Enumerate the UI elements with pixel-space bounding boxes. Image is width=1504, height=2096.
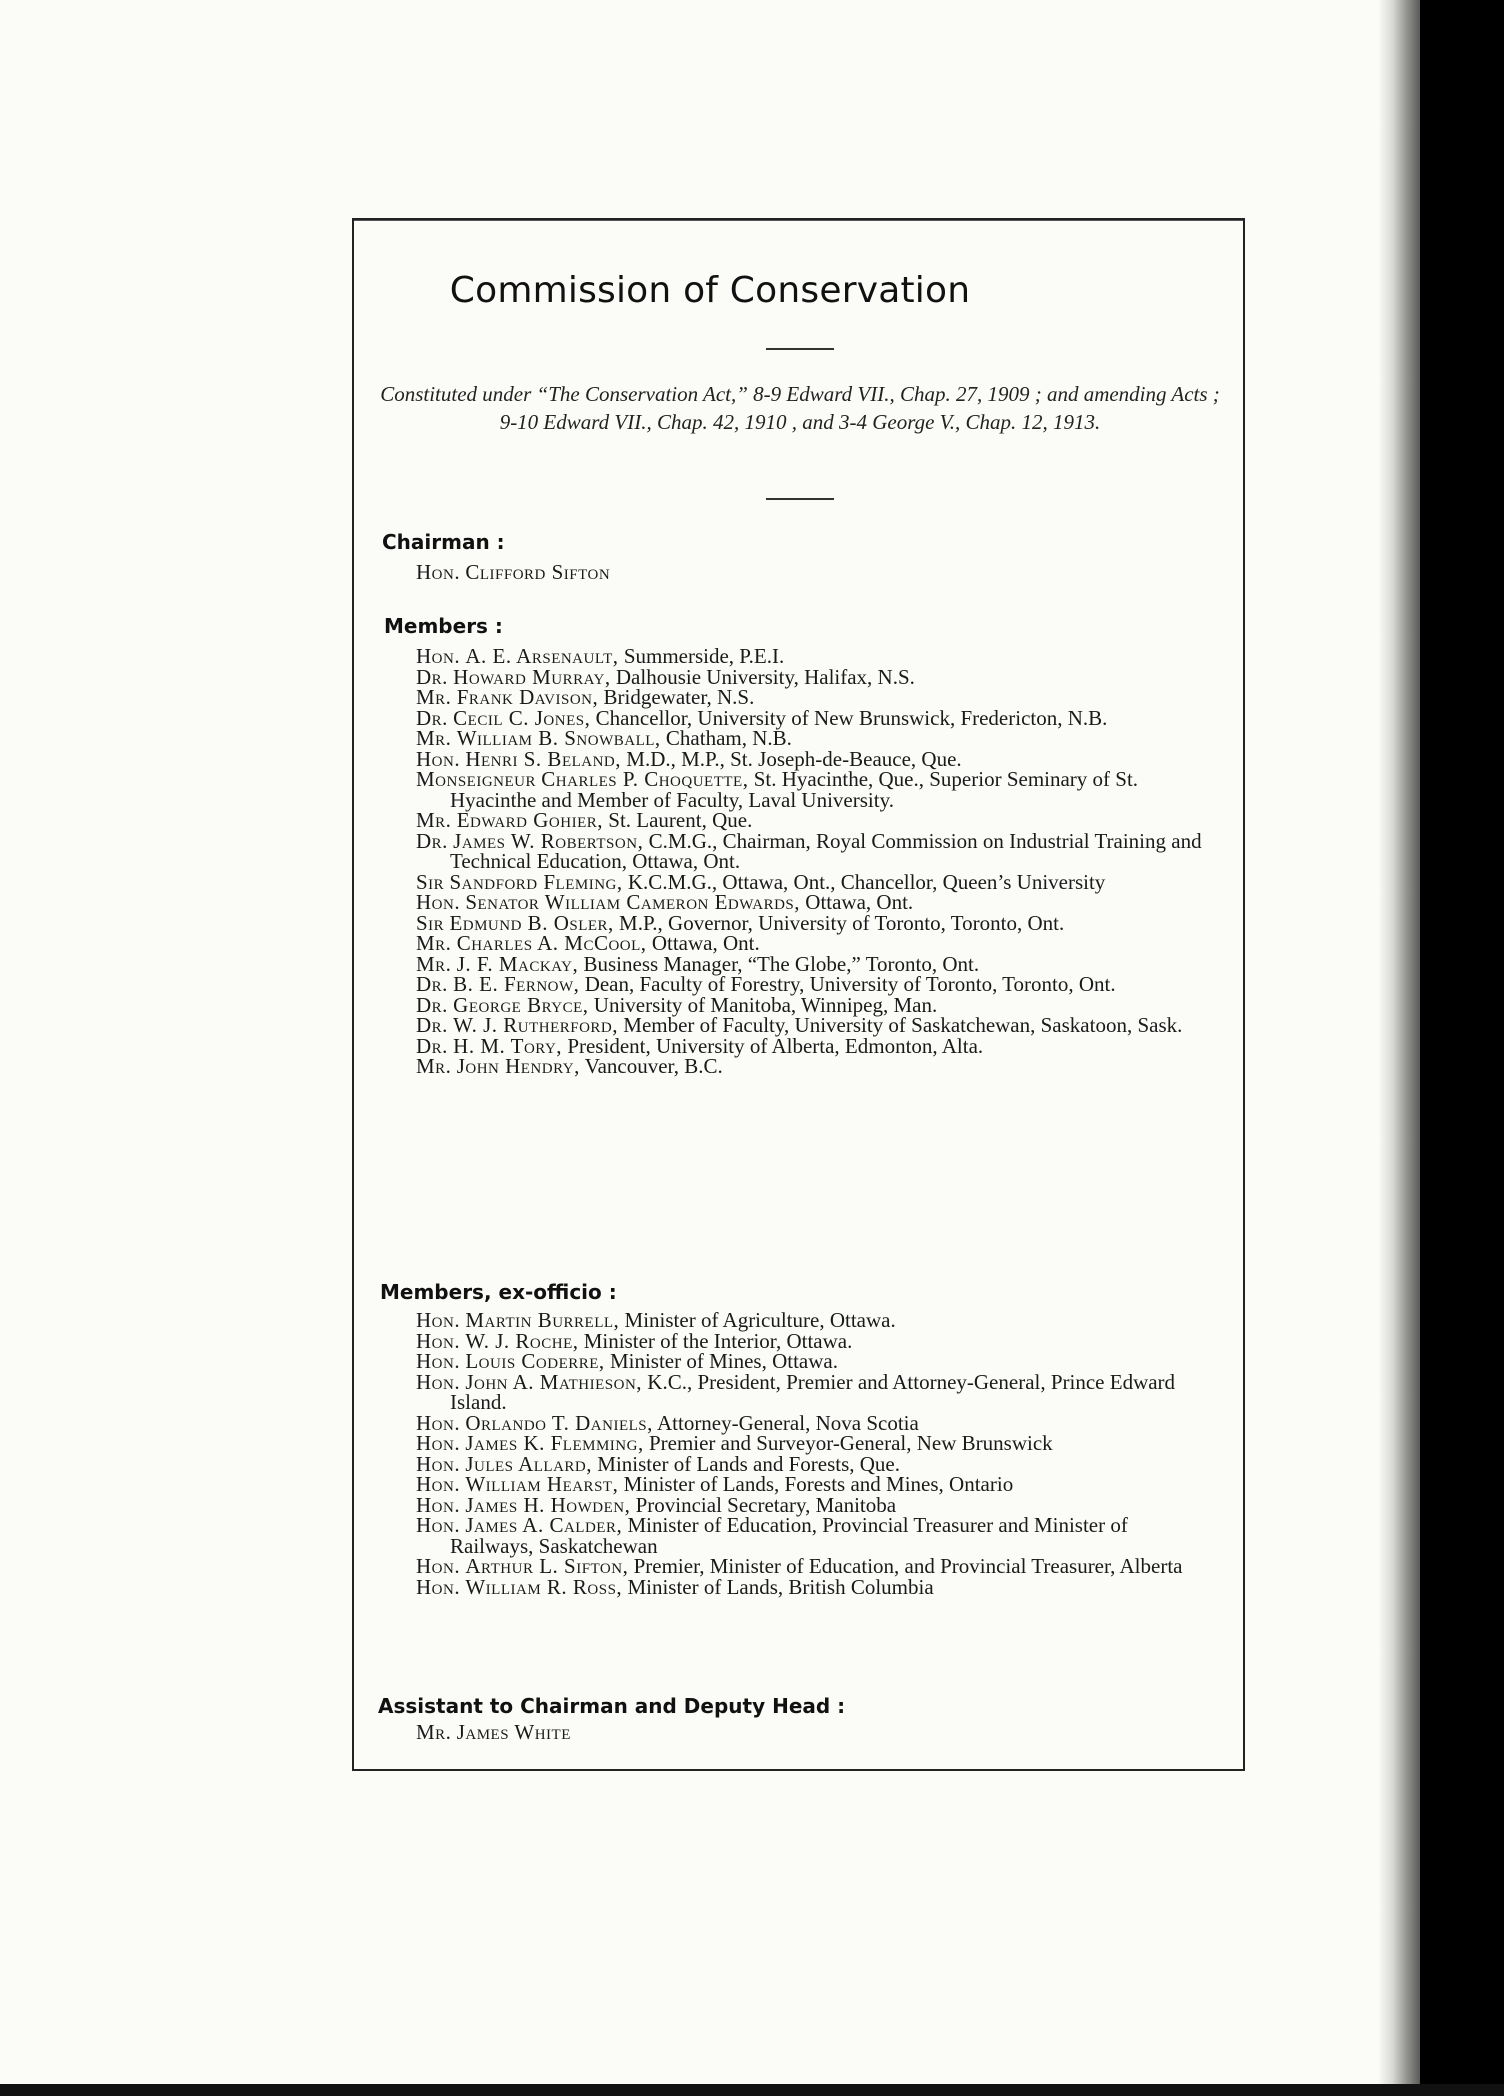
member-entry-details: Dalhousie University, Halifax, N.S. — [610, 664, 915, 689]
ex-officio-entry-details: K.C., President, Premier and Attorney-General, Prince Edward Island. — [450, 1369, 1176, 1414]
member-entry-name: William B. Snowball, — [456, 726, 661, 750]
page-bottom-edge — [0, 2084, 1504, 2096]
member-entry-details: Chancellor, University of New Brunswick, Fredericton, N.B. — [590, 705, 1108, 730]
member-entry — [416, 1056, 1216, 1077]
member-entry-details: St. Laurent, Que. — [603, 808, 753, 832]
member-entry-title: Mr. — [416, 931, 452, 955]
ex-officio-entry-name: Arthur L. Sifton, — [465, 1554, 629, 1578]
ex-officio-entry-details: Minister of Lands and Forests, Que. — [592, 1451, 900, 1476]
member-entry — [416, 869, 1216, 894]
ex-officio-entry — [416, 1310, 1216, 1331]
member-entry-title: Sir — [416, 910, 445, 935]
member-entry-name: Charles P. Choquette, — [541, 767, 749, 791]
member-entry-name: J. F. Mackay, — [456, 951, 579, 976]
member-entry — [416, 910, 1216, 935]
member-entry-name: Edward Gohier, — [456, 808, 604, 832]
ex-officio-entry-details: Minister of Lands, British Columbia — [622, 1574, 934, 1599]
ex-officio-entry — [416, 1351, 1216, 1372]
member-entry-title: Mr. — [416, 808, 452, 832]
member-entry — [416, 1033, 1216, 1058]
member-entry-name: Charles A. McCool, — [456, 931, 647, 955]
member-entry-title: Hon. — [416, 890, 461, 914]
assistant-heading: Assistant to Chairman and Deputy Head : — [378, 1694, 846, 1718]
member-entry — [416, 664, 1216, 689]
ex-officio-entry-title: Hon. — [416, 1328, 461, 1353]
ex-officio-entry-title: Hon. — [416, 1308, 461, 1332]
ex-officio-entry — [416, 1433, 1216, 1454]
member-entry-details: Ottawa, Ont. — [800, 890, 914, 914]
constitution-note: Constituted under “The Conservation Act,” 8-9 Edward VII., Chap. 27, 1909 ; and amending Acts ; 9-10 Edward VII., Chap. 42, 1910 , and 3-4 George V., Chap. 12, 1913. — [380, 382, 1220, 434]
ex-officio-entry-name: William Hearst, — [465, 1472, 619, 1496]
member-entry-details: M.D., M.P., St. Joseph-de-Beauce, Que. — [621, 746, 962, 771]
ex-officio-entry — [416, 1369, 1216, 1414]
ex-officio-entry — [416, 1410, 1216, 1435]
member-entry-title: Dr. — [416, 992, 448, 1017]
members-list — [416, 646, 1216, 1077]
ex-officio-entry-name: James A. Calder, — [465, 1513, 623, 1537]
member-entry-title: Mr. — [416, 1054, 452, 1078]
ex-officio-entry-title: Hon. — [416, 1431, 461, 1455]
ex-officio-entry-name: Orlando T. Daniels, — [465, 1410, 653, 1435]
member-entry-details: Business Manager, “The Globe,” Toronto, Ont. — [578, 951, 980, 976]
member-entry-details: M.P., Governor, University of Toronto, Toronto, Ont. — [613, 910, 1065, 935]
ex-officio-entry — [416, 1328, 1216, 1353]
member-entry-title: Mr. — [416, 951, 452, 976]
ex-officio-entry-title: Hon. — [416, 1554, 461, 1578]
chairman-list — [416, 562, 1216, 583]
title-divider — [766, 348, 834, 350]
member-entry-title: Dr. — [416, 664, 448, 689]
member-entry-name: Edmund B. Osler, — [449, 910, 614, 935]
ex-officio-entry-name: Martin Burrell, — [465, 1308, 620, 1332]
member-entry-title: Hon. — [416, 644, 461, 668]
ex-officio-entry-details: Attorney-General, Nova Scotia — [652, 1410, 919, 1435]
chairman-entry: Hon. Clifford Sifton — [416, 560, 611, 584]
ex-officio-entry-name: William R. Ross, — [465, 1574, 623, 1599]
ex-officio-entry-name: W. J. Roche, — [465, 1328, 579, 1353]
member-entry-name: A. E. Arsenault, — [465, 644, 619, 668]
member-entry-title: Monseigneur — [416, 767, 537, 791]
member-entry-details: Ottawa, Ont. — [646, 931, 760, 955]
ex-officio-entry-name: James K. Flemming, — [465, 1431, 644, 1455]
ex-officio-heading: Members, ex-officio : — [380, 1280, 617, 1304]
member-entry-name: W. J. Rutherford, — [453, 1013, 619, 1037]
note-divider — [766, 498, 834, 500]
ex-officio-entry-details: Premier and Surveyor-General, New Brunswick — [643, 1431, 1053, 1455]
ex-officio-entry-details: Minister of Education, Provincial Treasurer and Minister of Railways, Saskatchewan — [450, 1513, 1128, 1558]
member-entry-details: C.M.G., Chairman, Royal Commission on Industrial Training and Technical Education, Ottawa, Ont. — [450, 828, 1202, 873]
ex-officio-entry-name: James H. Howden, — [465, 1492, 631, 1517]
member-entry-title: Hon. — [416, 746, 461, 771]
member-entry-name: Frank Davison, — [456, 685, 599, 709]
ex-officio-entry-name: John A. Mathieson, — [465, 1369, 643, 1394]
member-entry — [416, 769, 1216, 810]
member-entry — [416, 705, 1216, 730]
document-title: Commission of Conservation — [449, 270, 971, 311]
ex-officio-entry-title: Hon. — [416, 1349, 461, 1373]
ex-officio-entry-title: Hon. — [416, 1369, 461, 1394]
member-entry-details: Vancouver, B.C. — [579, 1054, 723, 1078]
ex-officio-entry-title: Hon. — [416, 1472, 461, 1496]
assistant-entry: Mr. James White — [416, 1720, 571, 1744]
member-entry-details: President, University of Alberta, Edmonton, Alta. — [562, 1033, 984, 1058]
ex-officio-entry-title: Hon. — [416, 1492, 461, 1517]
member-entry-name: Henri S. Beland, — [465, 746, 622, 771]
member-entry — [416, 974, 1216, 995]
member-entry-name: Cecil C. Jones, — [453, 705, 591, 730]
ex-officio-entry — [416, 1474, 1216, 1495]
member-entry-details: Dean, Faculty of Forestry, University of Toronto, Toronto, Ont. — [579, 972, 1116, 996]
member-entry — [416, 828, 1216, 873]
member-entry-name: James W. Robertson, — [453, 828, 644, 853]
assistant-list — [416, 1722, 1216, 1743]
members-heading: Members : — [384, 614, 503, 638]
ex-officio-entry — [416, 1451, 1216, 1476]
member-entry — [416, 810, 1216, 831]
ex-officio-entry — [416, 1574, 1216, 1599]
member-entry — [416, 992, 1216, 1017]
ex-officio-list — [416, 1310, 1216, 1597]
member-entry-title: Dr. — [416, 1033, 448, 1058]
member-entry — [416, 687, 1216, 708]
member-entry-title: Dr. — [416, 828, 448, 853]
ex-officio-entry-details: Minister of Lands, Forests and Mines, Ontario — [618, 1472, 1014, 1496]
member-entry-name: H. M. Tory, — [453, 1033, 563, 1058]
member-entry-details: Summerside, P.E.I. — [618, 644, 785, 668]
ex-officio-entry-name: Louis Coderre, — [465, 1349, 605, 1373]
ex-officio-entry-details: Minister of Agriculture, Ottawa. — [619, 1308, 896, 1332]
chairman-heading: Chairman : — [382, 530, 505, 554]
ex-officio-entry-title: Hon. — [416, 1513, 461, 1537]
member-entry — [416, 892, 1216, 913]
member-entry-details: K.C.M.G., Ottawa, Ont., Chancellor, Queen’s University — [622, 869, 1106, 894]
member-entry — [416, 646, 1216, 667]
member-entry — [416, 728, 1216, 749]
member-entry-name: George Bryce, — [453, 992, 589, 1017]
member-entry-title: Dr. — [416, 705, 448, 730]
member-entry — [416, 951, 1216, 976]
ex-officio-entry-name: Jules Allard, — [465, 1451, 593, 1476]
ex-officio-entry-details: Provincial Secretary, Manitoba — [630, 1492, 897, 1517]
ex-officio-entry-details: Minister of the Interior, Ottawa. — [578, 1328, 853, 1353]
ex-officio-entry — [416, 1515, 1216, 1556]
ex-officio-entry-title: Hon. — [416, 1451, 461, 1476]
member-entry-name: Sandford Fleming, — [449, 869, 623, 894]
member-entry-details: Member of Faculty, University of Saskatchewan, Saskatoon, Sask. — [618, 1013, 1183, 1037]
member-entry — [416, 1015, 1216, 1036]
member-entry-title: Mr. — [416, 685, 452, 709]
member-entry-details: St. Hyacinthe, Que., Superior Seminary of St. Hyacinthe and Member of Faculty, Laval University. — [450, 767, 1139, 812]
ex-officio-entry — [416, 1556, 1216, 1577]
member-entry-name: John Hendry, — [456, 1054, 580, 1078]
member-entry-title: Dr. — [416, 1013, 448, 1037]
member-entry-title: Dr. — [416, 972, 448, 996]
ex-officio-entry-details: Minister of Mines, Ottawa. — [604, 1349, 838, 1373]
member-entry — [416, 746, 1216, 771]
member-entry-details: University of Manitoba, Winnipeg, Man. — [588, 992, 938, 1017]
member-entry-name: Senator William Cameron Edwards, — [465, 890, 801, 914]
member-entry-title: Mr. — [416, 726, 452, 750]
member-entry-details: Chatham, N.B. — [660, 726, 792, 750]
ex-officio-entry-title: Hon. — [416, 1410, 461, 1435]
page-spine-shadow — [1378, 0, 1420, 2084]
member-entry-name: Howard Murray, — [453, 664, 611, 689]
member-entry — [416, 933, 1216, 954]
ex-officio-entry-title: Hon. — [416, 1574, 461, 1599]
member-entry-title: Sir — [416, 869, 445, 894]
member-entry-name: B. E. Fernow, — [453, 972, 580, 996]
ex-officio-entry-details: Premier, Minister of Education, and Provincial Treasurer, Alberta — [628, 1554, 1183, 1578]
member-entry-details: Bridgewater, N.S. — [598, 685, 755, 709]
ex-officio-entry — [416, 1492, 1216, 1517]
